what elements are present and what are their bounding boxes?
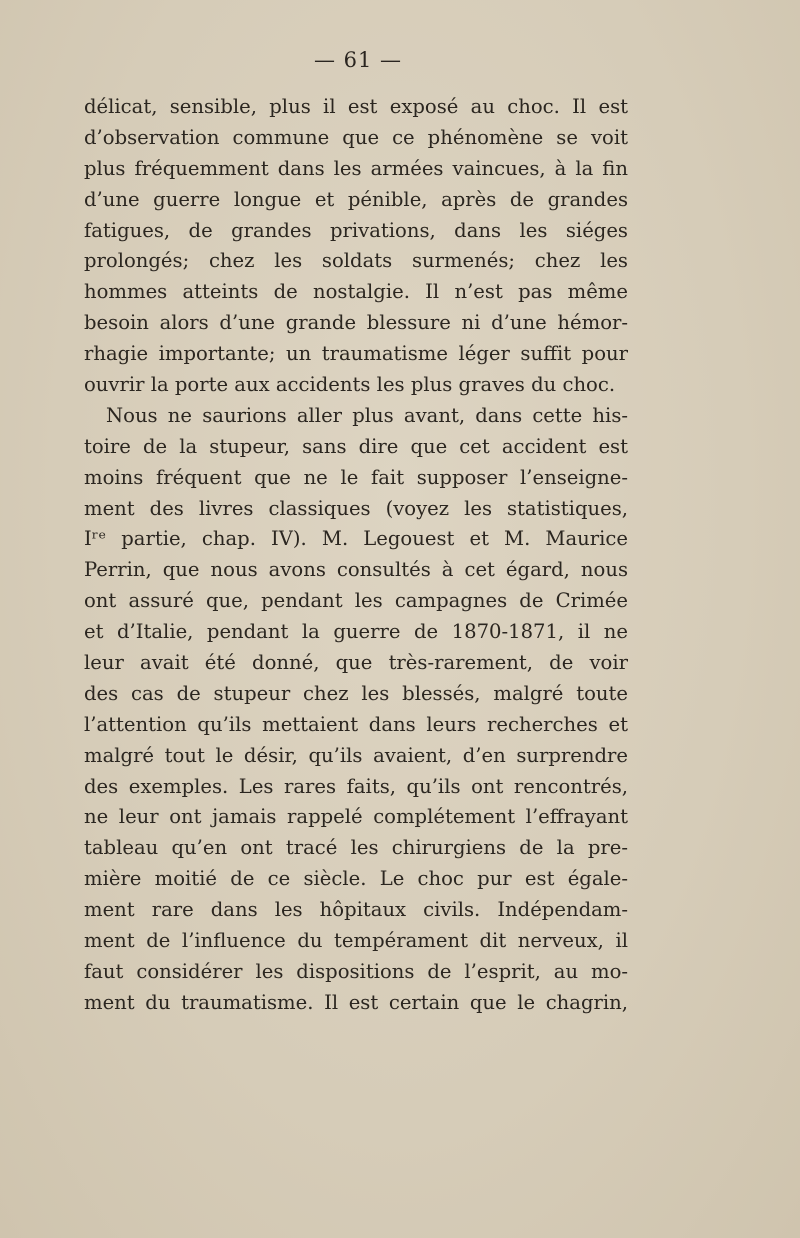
text-line: toire de la stupeur, sans dire que cet accident est — [84, 434, 628, 458]
text-line: plus fréquemment dans les armées vaincues, à la fin — [84, 156, 628, 180]
text-line: d’observation commune que ce phénomène se voit — [84, 125, 628, 149]
text-line: ouvrir la porte aux accidents les plus graves du choc. — [84, 373, 616, 397]
text-line: faut considérer les dispositions de l’esprit, au mo- — [84, 959, 628, 983]
text-line: Perrin, que nous avons consultés à cet égard, nous — [84, 558, 628, 582]
text-line: fatigues, de grandes privations, dans les siéges — [84, 218, 628, 242]
text-line: leur avait été donné, que très-rarement, de voir — [84, 651, 628, 675]
text-line: ment des livres classiques (voyez les statistiques, — [84, 496, 628, 520]
text-line: tableau qu’en ont tracé les chirurgiens de la pre- — [84, 836, 628, 860]
text-line: l’attention qu’ils mettaient dans leurs recherches et — [84, 712, 628, 736]
text-line: mière moitié de ce siècle. Le choc pur est égale- — [84, 867, 628, 891]
text-line: Nous ne saurions aller plus avant, dans cette his- — [106, 403, 628, 427]
text-line: moins fréquent que ne le fait supposer l’enseigne- — [84, 465, 628, 489]
text-line: malgré tout le désir, qu’ils avaient, d’en surprendre — [84, 743, 628, 767]
text-line: ment du traumatisme. Il est certain que le chagrin, — [84, 990, 628, 1014]
text-line: des exemples. Les rares faits, qu’ils ont rencontrés, — [84, 774, 628, 798]
text-line: ne leur ont jamais rappelé complétement l’effrayant — [84, 805, 628, 829]
text-line: besoin alors d’une grande blessure ni d’une hémor- — [84, 311, 628, 335]
text-line: ment rare dans les hôpitaux civils. Indépendam- — [84, 898, 628, 922]
text-line: ment de l’influence du tempérament dit nerveux, il — [84, 929, 628, 953]
text-line: prolongés; chez les soldats surmenés; chez les — [84, 249, 628, 273]
text-line: d’une guerre longue et pénible, après de grandes — [84, 187, 628, 211]
text-line: Iʳᵉ partie, chap. IV). M. Legouest et M. Maurice — [84, 527, 628, 551]
page-number: — 61 — — [313, 48, 403, 72]
text-line: hommes atteints de nostalgie. Il n’est pas même — [84, 280, 628, 304]
text-line: des cas de stupeur chez les blessés, malgré toute — [84, 681, 628, 705]
text-line: ont assuré que, pendant les campagnes de Crimée — [84, 589, 628, 613]
body-text — [84, 92, 628, 1019]
text-line: et d’Italie, pendant la guerre de 1870-1871, il ne — [84, 620, 628, 644]
text-line: rhagie importante; un traumatisme léger suffit pour — [84, 342, 628, 366]
text-line: délicat, sensible, plus il est exposé au choc. Il est — [84, 95, 628, 118]
